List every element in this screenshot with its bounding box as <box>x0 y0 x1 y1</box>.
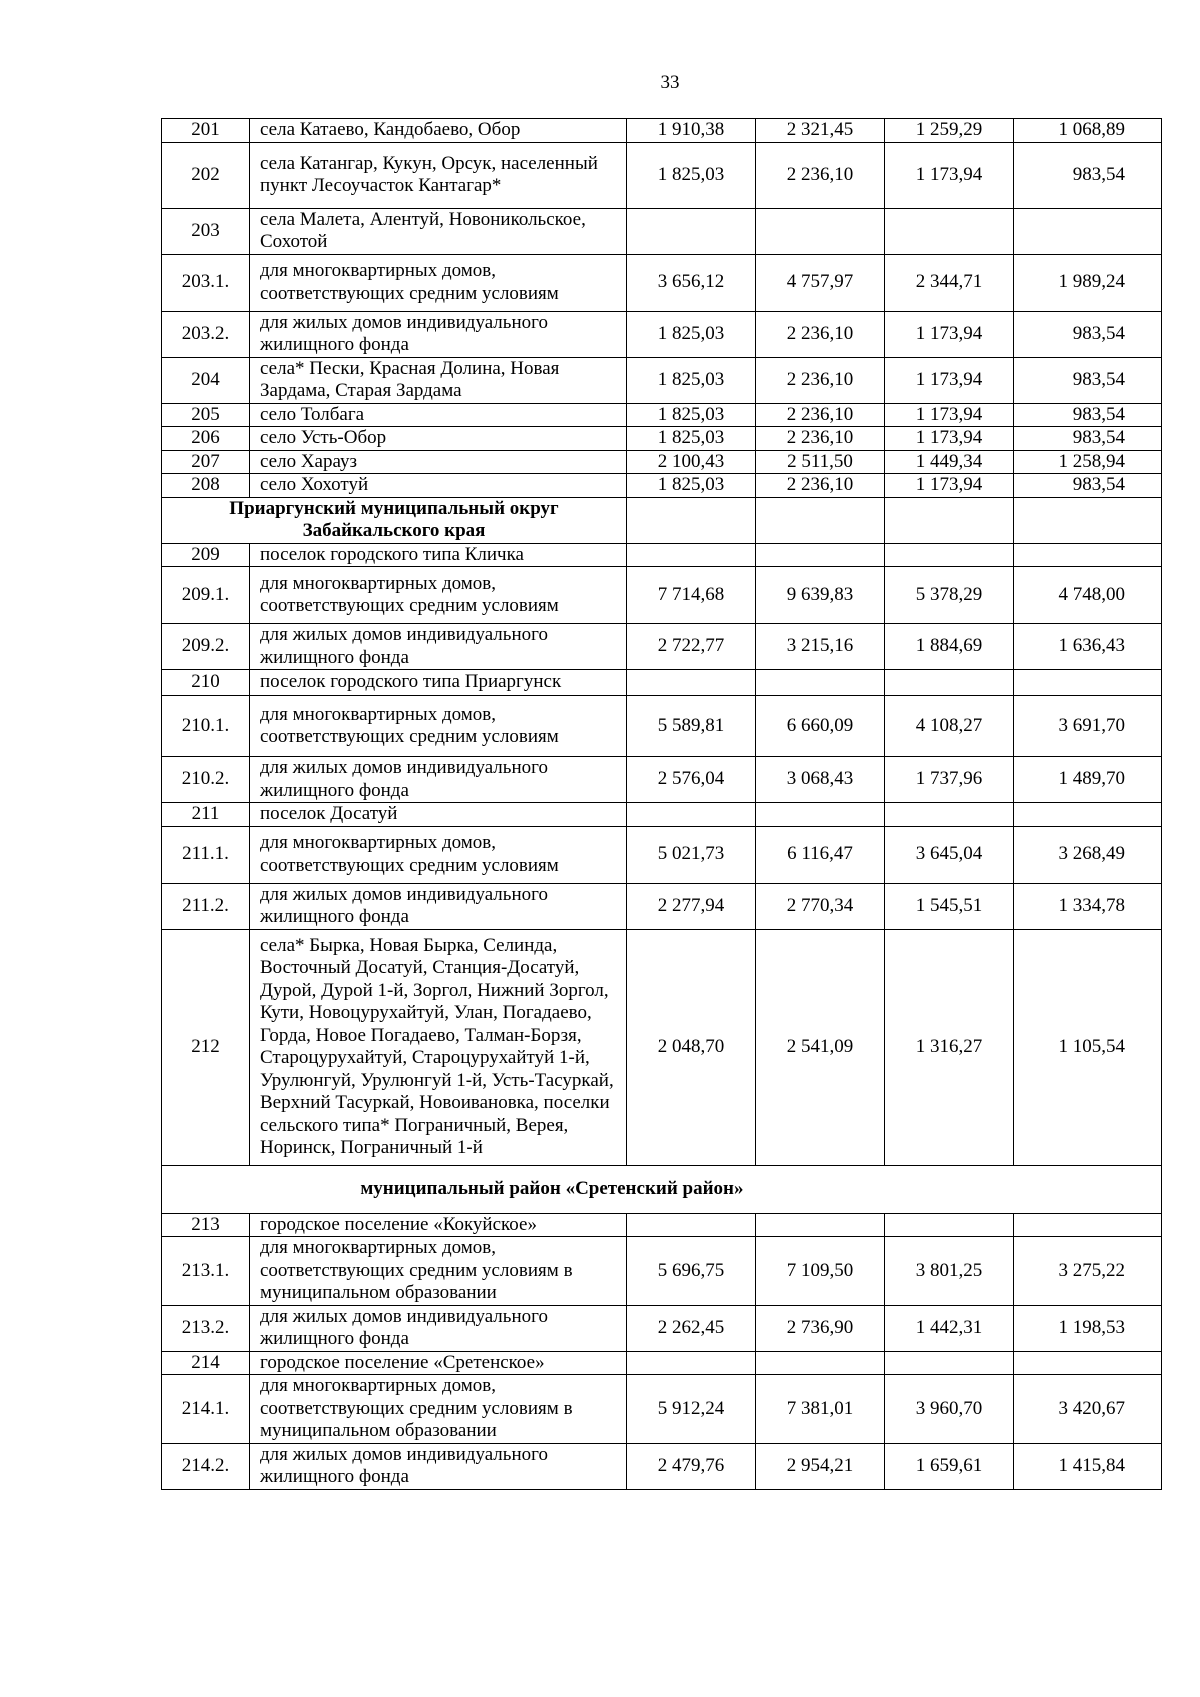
row-number: 203 <box>162 208 250 254</box>
row-number: 213.1. <box>162 1237 250 1306</box>
table-row <box>162 311 1162 357</box>
row-name: село Толбага <box>250 403 627 427</box>
row-value-3: 4 108,27 <box>885 696 1014 757</box>
row-value-2: 2 736,90 <box>756 1305 885 1351</box>
row-value-1 <box>627 208 756 254</box>
row-number: 204 <box>162 357 250 403</box>
row-value-3: 1 316,27 <box>885 929 1014 1165</box>
row-number: 202 <box>162 142 250 208</box>
row-value-1: 2 100,43 <box>627 450 756 474</box>
section-header-row <box>162 497 1162 543</box>
row-value-1: 1 825,03 <box>627 142 756 208</box>
table-row <box>162 624 1162 670</box>
row-value-2: 3 068,43 <box>756 757 885 803</box>
table-row <box>162 1213 1162 1237</box>
row-value-3: 3 645,04 <box>885 826 1014 883</box>
row-number: 209.1. <box>162 567 250 624</box>
table-row <box>162 757 1162 803</box>
table-row <box>162 803 1162 827</box>
row-value-3: 2 344,71 <box>885 254 1014 311</box>
row-value-3 <box>885 208 1014 254</box>
table-row <box>162 826 1162 883</box>
section-title: Приаргунский муниципальный округ Забайкальского края <box>162 497 627 543</box>
row-value-2 <box>756 670 885 696</box>
row-value-2: 2 236,10 <box>756 311 885 357</box>
table-row <box>162 427 1162 451</box>
row-value-2: 2 236,10 <box>756 403 885 427</box>
table-row <box>162 929 1162 1165</box>
row-name: для жилых домов индивидуального жилищного фонда <box>250 1443 627 1489</box>
table-row <box>162 450 1162 474</box>
row-value-4: 983,54 <box>1014 311 1162 357</box>
row-value-2: 2 236,10 <box>756 142 885 208</box>
table-row <box>162 119 1162 143</box>
row-name: для жилых домов индивидуального жилищного фонда <box>250 883 627 929</box>
row-value-1: 2 048,70 <box>627 929 756 1165</box>
table-row <box>162 1443 1162 1489</box>
row-number: 207 <box>162 450 250 474</box>
table-row <box>162 1237 1162 1306</box>
row-value-4: 1 989,24 <box>1014 254 1162 311</box>
row-name: село Харауз <box>250 450 627 474</box>
row-value-1: 2 277,94 <box>627 883 756 929</box>
table-row <box>162 357 1162 403</box>
row-value-3: 1 659,61 <box>885 1443 1014 1489</box>
row-value-2: 2 770,34 <box>756 883 885 929</box>
row-value-2 <box>756 1351 885 1375</box>
row-value-2: 3 215,16 <box>756 624 885 670</box>
row-value-3 <box>885 1213 1014 1237</box>
row-number: 206 <box>162 427 250 451</box>
tariff-table <box>161 118 1162 1490</box>
row-value-4: 983,54 <box>1014 142 1162 208</box>
row-value-4 <box>1014 1351 1162 1375</box>
row-name: для многоквартирных домов, соответствующих средним условиям в муниципальном образовании <box>250 1237 627 1306</box>
row-value-4: 983,54 <box>1014 403 1162 427</box>
row-name: для многоквартирных домов, соответствующих средним условиям <box>250 696 627 757</box>
row-number: 214.1. <box>162 1375 250 1444</box>
row-value-3: 1 173,94 <box>885 403 1014 427</box>
row-value-3: 1 173,94 <box>885 357 1014 403</box>
row-number: 211 <box>162 803 250 827</box>
row-value-2 <box>756 803 885 827</box>
row-value-1: 5 589,81 <box>627 696 756 757</box>
table-row <box>162 696 1162 757</box>
empty-cell <box>1014 497 1162 543</box>
row-value-3: 1 259,29 <box>885 119 1014 143</box>
row-name: поселок городского типа Кличка <box>250 543 627 567</box>
table-row <box>162 543 1162 567</box>
row-name: для многоквартирных домов, соответствующих средним условиям <box>250 826 627 883</box>
row-value-2: 2 236,10 <box>756 357 885 403</box>
empty-cell <box>1014 1165 1162 1213</box>
tariff-table-body <box>162 119 1162 1490</box>
row-value-4: 1 489,70 <box>1014 757 1162 803</box>
row-value-1: 5 021,73 <box>627 826 756 883</box>
row-number: 203.1. <box>162 254 250 311</box>
row-name: села* Пески, Красная Долина, Новая Зардама, Старая Зардама <box>250 357 627 403</box>
row-value-1: 1 825,03 <box>627 403 756 427</box>
row-value-3: 1 173,94 <box>885 142 1014 208</box>
row-value-2: 2 236,10 <box>756 474 885 498</box>
row-value-3: 1 173,94 <box>885 311 1014 357</box>
row-name: поселок городского типа Приаргунск <box>250 670 627 696</box>
row-name: для жилых домов индивидуального жилищного фонда <box>250 1305 627 1351</box>
row-value-2: 7 381,01 <box>756 1375 885 1444</box>
table-row <box>162 403 1162 427</box>
row-number: 205 <box>162 403 250 427</box>
row-name: село Хохотуй <box>250 474 627 498</box>
row-value-1: 1 825,03 <box>627 311 756 357</box>
row-value-2 <box>756 208 885 254</box>
row-value-4: 1 198,53 <box>1014 1305 1162 1351</box>
row-number: 210.2. <box>162 757 250 803</box>
row-number: 203.2. <box>162 311 250 357</box>
row-value-2: 2 321,45 <box>756 119 885 143</box>
row-number: 209.2. <box>162 624 250 670</box>
table-row <box>162 883 1162 929</box>
table-row <box>162 1305 1162 1351</box>
row-value-1: 7 714,68 <box>627 567 756 624</box>
row-value-4: 1 105,54 <box>1014 929 1162 1165</box>
row-name: села Катаево, Кандобаево, Обор <box>250 119 627 143</box>
row-value-2: 7 109,50 <box>756 1237 885 1306</box>
row-number: 201 <box>162 119 250 143</box>
row-value-2: 2 511,50 <box>756 450 885 474</box>
row-value-1 <box>627 1213 756 1237</box>
row-name: села Катангар, Кукун, Орсук, населенный пункт Лесоучасток Кантагар* <box>250 142 627 208</box>
row-value-3: 1 442,31 <box>885 1305 1014 1351</box>
row-value-4 <box>1014 208 1162 254</box>
row-value-2: 2 236,10 <box>756 427 885 451</box>
row-value-3: 1 173,94 <box>885 474 1014 498</box>
row-value-3 <box>885 543 1014 567</box>
table-row <box>162 142 1162 208</box>
row-name: села Малета, Алентуй, Новоникольское, Сохотой <box>250 208 627 254</box>
row-value-1: 5 696,75 <box>627 1237 756 1306</box>
empty-cell <box>885 1165 1014 1213</box>
row-name: городское поселение «Кокуйское» <box>250 1213 627 1237</box>
row-number: 213.2. <box>162 1305 250 1351</box>
row-name: села* Бырка, Новая Бырка, Селинда, Восточный Досатуй, Станция-Досатуй, Дурой, Дурой 1-й, Зоргол, Нижний Зоргол, Кути, Новоцурухайтуй, Улан, Погадаево, Горда, Новое Погадаево, Талман-Борзя, Староцурухайтуй, Староцурухайтуй 1-й, Урулюнгуй, Урулюнгуй 1-й, Усть-Тасуркай, Верхний Тасуркай, Новоивановка, поселки сельского типа* Пограничный, Верея, Норинск, Пограничный 1-й <box>250 929 627 1165</box>
row-value-4 <box>1014 1213 1162 1237</box>
empty-cell <box>756 1165 885 1213</box>
row-number: 213 <box>162 1213 250 1237</box>
row-name: село Усть-Обор <box>250 427 627 451</box>
district-title: муниципальный район «Сретенский район» <box>162 1165 756 1213</box>
row-value-1: 3 656,12 <box>627 254 756 311</box>
row-value-2: 6 116,47 <box>756 826 885 883</box>
table-row <box>162 567 1162 624</box>
row-value-3: 1 173,94 <box>885 427 1014 451</box>
row-value-3: 3 801,25 <box>885 1237 1014 1306</box>
empty-cell <box>756 497 885 543</box>
row-number: 212 <box>162 929 250 1165</box>
row-value-3: 1 449,34 <box>885 450 1014 474</box>
row-name: для многоквартирных домов, соответствующих средним условиям <box>250 567 627 624</box>
row-name: для многоквартирных домов, соответствующих средним условиям <box>250 254 627 311</box>
row-value-3: 3 960,70 <box>885 1375 1014 1444</box>
district-header-row <box>162 1165 1162 1213</box>
row-value-1: 2 479,76 <box>627 1443 756 1489</box>
row-value-3 <box>885 1351 1014 1375</box>
row-value-4: 3 691,70 <box>1014 696 1162 757</box>
row-name: для многоквартирных домов, соответствующих средним условиям в муниципальном образовании <box>250 1375 627 1444</box>
table-row <box>162 1375 1162 1444</box>
row-value-3 <box>885 670 1014 696</box>
row-value-4 <box>1014 670 1162 696</box>
row-value-4: 4 748,00 <box>1014 567 1162 624</box>
empty-cell <box>627 497 756 543</box>
row-value-1: 2 262,45 <box>627 1305 756 1351</box>
row-value-2: 6 660,09 <box>756 696 885 757</box>
row-number: 210 <box>162 670 250 696</box>
row-value-4 <box>1014 543 1162 567</box>
table-row <box>162 254 1162 311</box>
row-value-4: 1 415,84 <box>1014 1443 1162 1489</box>
row-value-1: 2 576,04 <box>627 757 756 803</box>
row-value-1: 1 825,03 <box>627 427 756 451</box>
row-value-1: 1 825,03 <box>627 474 756 498</box>
row-value-3: 1 737,96 <box>885 757 1014 803</box>
row-value-1 <box>627 543 756 567</box>
table-row <box>162 474 1162 498</box>
row-name: для жилых домов индивидуального жилищного фонда <box>250 624 627 670</box>
row-name: для жилых домов индивидуального жилищного фонда <box>250 311 627 357</box>
row-value-4: 983,54 <box>1014 357 1162 403</box>
row-value-4: 3 420,67 <box>1014 1375 1162 1444</box>
row-value-2: 4 757,97 <box>756 254 885 311</box>
row-value-3: 1 884,69 <box>885 624 1014 670</box>
row-value-4: 3 275,22 <box>1014 1237 1162 1306</box>
row-value-4: 983,54 <box>1014 427 1162 451</box>
row-name: городское поселение «Сретенское» <box>250 1351 627 1375</box>
table-row <box>162 670 1162 696</box>
row-number: 214.2. <box>162 1443 250 1489</box>
row-value-1 <box>627 670 756 696</box>
row-value-1: 5 912,24 <box>627 1375 756 1444</box>
row-number: 208 <box>162 474 250 498</box>
row-value-3: 5 378,29 <box>885 567 1014 624</box>
row-value-4: 1 068,89 <box>1014 119 1162 143</box>
row-value-2 <box>756 1213 885 1237</box>
row-number: 214 <box>162 1351 250 1375</box>
row-value-1: 2 722,77 <box>627 624 756 670</box>
row-value-4: 983,54 <box>1014 474 1162 498</box>
row-name: для жилых домов индивидуального жилищного фонда <box>250 757 627 803</box>
row-number: 210.1. <box>162 696 250 757</box>
row-value-1 <box>627 1351 756 1375</box>
row-number: 211.2. <box>162 883 250 929</box>
row-value-2: 2 541,09 <box>756 929 885 1165</box>
row-value-1: 1 825,03 <box>627 357 756 403</box>
row-value-4: 1 636,43 <box>1014 624 1162 670</box>
row-value-1: 1 910,38 <box>627 119 756 143</box>
page-number: 33 <box>660 72 680 93</box>
row-name: поселок Досатуй <box>250 803 627 827</box>
row-value-2: 2 954,21 <box>756 1443 885 1489</box>
row-number: 211.1. <box>162 826 250 883</box>
row-value-3 <box>885 803 1014 827</box>
row-value-4: 3 268,49 <box>1014 826 1162 883</box>
row-number: 209 <box>162 543 250 567</box>
row-value-2 <box>756 543 885 567</box>
row-value-1 <box>627 803 756 827</box>
row-value-2: 9 639,83 <box>756 567 885 624</box>
row-value-4: 1 334,78 <box>1014 883 1162 929</box>
table-row <box>162 1351 1162 1375</box>
empty-cell <box>885 497 1014 543</box>
table-row <box>162 208 1162 254</box>
row-value-4: 1 258,94 <box>1014 450 1162 474</box>
row-value-3: 1 545,51 <box>885 883 1014 929</box>
row-value-4 <box>1014 803 1162 827</box>
